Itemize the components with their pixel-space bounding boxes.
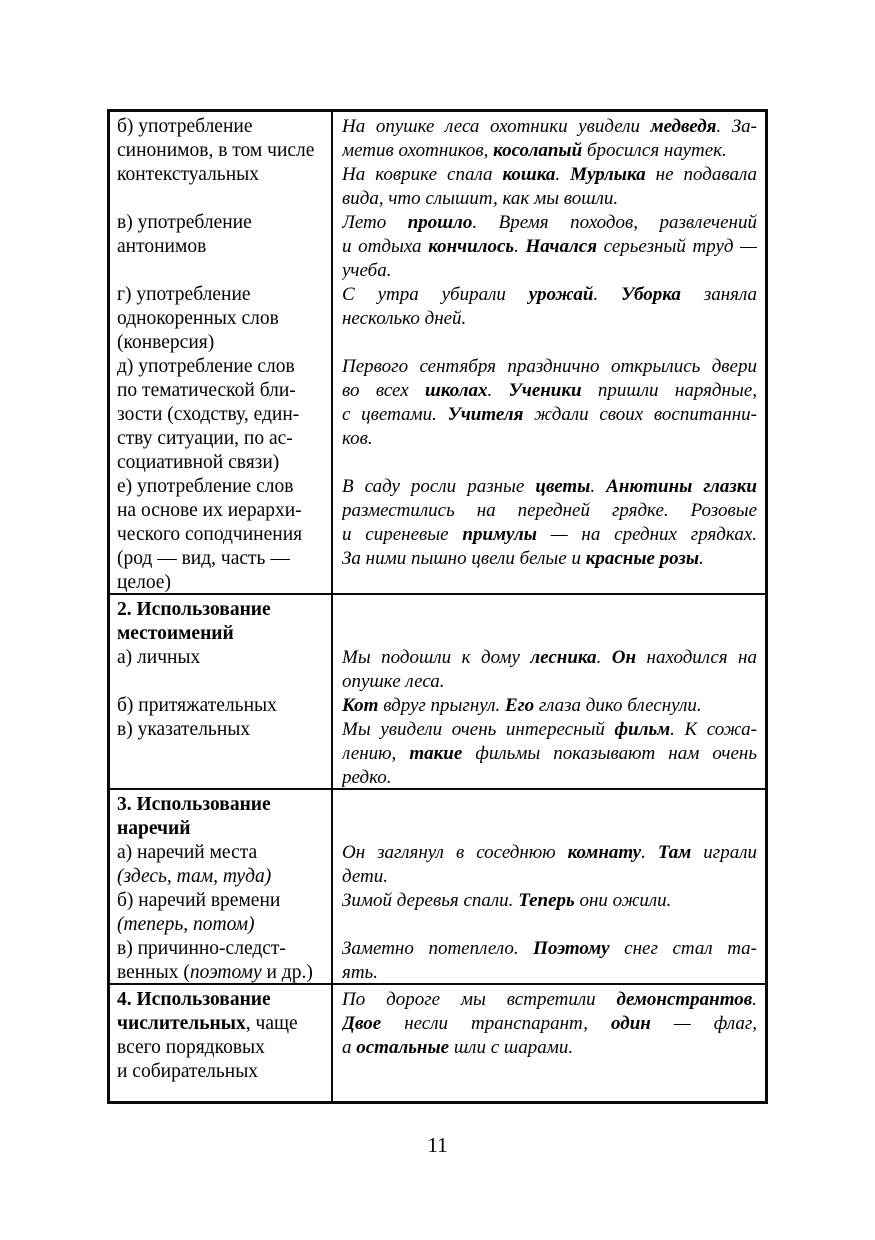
text-line [117,403,327,427]
text-line [117,235,327,259]
text-line [342,523,757,547]
text-run: Мы подошли к дому [342,647,531,668]
text-run: . [752,989,757,1010]
text-run: 4. Использование [117,989,271,1010]
text-run: социативной связи) [117,452,280,473]
text-line [117,961,327,983]
text-line [342,865,757,889]
text-run: На коврике спала [342,164,503,185]
text-run: серьезный труд — [597,236,757,257]
text-run: фильм [614,719,671,740]
table-row-4 [110,983,765,1101]
text-run: контекстуальных [117,164,259,185]
text-run: дети. [342,866,388,887]
text-run: — на средних грядках. [536,524,757,545]
text-run: . [555,164,571,185]
text-run: Анютины глазки [606,476,757,497]
text-run: прошло [407,212,473,233]
text-run: медведя [650,116,717,137]
text-line [342,646,757,670]
text-line [342,427,757,451]
text-run: цветы [535,476,591,497]
text-run: синонимов, в том числе [117,140,315,161]
text-run: числительных [117,1013,246,1034]
text-run: учеба. [342,260,392,281]
text-run: снег стал та- [609,938,757,959]
text-run: заняла [680,284,757,305]
text-run: демонстрантов [616,989,753,1010]
text-line [117,988,327,1012]
text-line [117,913,327,937]
text-run: играли [691,842,757,863]
examples-cell [333,112,765,593]
text-line [117,355,327,379]
text-line [117,283,327,307]
text-line [342,331,757,355]
text-run: и собирательных [117,1061,259,1082]
text-run: е) употребление слов [117,476,294,497]
text-run: метив охотников, [342,140,494,161]
text-run: Первого сентября празднично открылись двери [342,356,757,377]
text-line [342,961,757,983]
text-run: кошка [502,164,556,185]
text-run: и др.) [261,962,313,983]
text-run: ков. [342,428,373,449]
text-run: Двое [342,1013,382,1034]
text-run: . Время походов, развлечений [472,212,757,233]
text-line [342,115,757,139]
text-run: разместились на передней грядке. Розовые [342,500,757,521]
text-run: косолапый [493,140,583,161]
text-line [117,187,327,211]
text-run: , чаще [245,1013,298,1034]
text-line [342,139,757,163]
text-run: а) наречий места [117,842,258,863]
text-run: шли с шарами. [449,1037,574,1058]
examples-cell [333,790,765,983]
grammar-table [107,109,768,1104]
text-run: б) притяжательных [117,695,277,716]
text-run: . [593,284,622,305]
text-line [342,499,757,523]
text-line [117,865,327,889]
text-run: зости (сходству, един- [117,404,300,425]
text-run: (род — вид, часть — [117,548,290,569]
text-run: В саду росли разные [342,476,536,497]
text-run: . За- [716,116,757,137]
text-run: глаза дико блеснули. [534,695,702,716]
text-line [342,988,757,1012]
text-line [342,793,757,817]
text-run: кончилось [428,236,515,257]
text-run: б) употребление [117,116,253,137]
text-run: Мы увидели очень интересный [342,719,615,740]
text-line [342,817,757,841]
text-run: . [596,647,612,668]
text-line [342,403,757,427]
examples-cell [333,985,765,1101]
text-run: в) указательных [117,719,251,740]
text-line [117,139,327,163]
text-run: г) употребление [117,284,251,305]
text-run: комнату [567,842,642,863]
text-run: и сиреневые [342,524,463,545]
text-line [342,211,757,235]
text-run: 2. Использование [117,599,271,620]
text-run: редко. [342,767,392,788]
text-run: лению, [342,743,410,764]
text-run: не подавала [645,164,757,185]
text-line [342,742,757,766]
text-run: Уборка [621,284,681,305]
text-run: ству ситуации, по ас- [117,428,293,449]
text-run: один [611,1013,651,1034]
text-line [117,307,327,331]
text-run: местоимений [117,623,234,644]
text-line [117,451,327,475]
text-run: Начался [525,236,597,257]
table-row-1 [110,112,765,593]
table-row-3 [110,788,765,983]
text-run: (здесь, там, туда) [117,866,272,887]
text-line [342,718,757,742]
text-run: а [342,1037,357,1058]
text-run: остальные [356,1037,450,1058]
table-row-2 [110,593,765,788]
text-line [342,694,757,718]
text-line [342,355,757,379]
text-run: 3. Использование [117,794,271,815]
text-run: Мурлыка [570,164,646,185]
text-line [342,451,757,475]
text-line [342,379,757,403]
text-run: Заметно потеплело. [342,938,534,959]
category-cell [110,985,333,1101]
text-line [117,427,327,451]
text-line [117,622,327,646]
text-line [117,331,327,355]
text-line [117,889,327,913]
text-run: Он [611,647,637,668]
text-line [117,793,327,817]
text-run: — флаг, [650,1013,757,1034]
text-run: красные розы [585,548,700,569]
text-run: Лето [342,212,408,233]
text-line [117,694,327,718]
text-run: целое) [117,572,171,593]
text-run: поэтому [189,962,262,983]
text-line [342,670,757,694]
text-line [117,841,327,865]
text-line [342,889,757,913]
text-run: пришли нарядные, [581,380,757,401]
text-line [117,1012,327,1036]
text-line [117,937,327,961]
text-run: (теперь, потом) [117,914,255,935]
text-line [117,499,327,523]
text-run: наречий [117,818,191,839]
text-run: Поэтому [533,938,610,959]
text-line [117,379,327,403]
text-run: Теперь [518,890,575,911]
text-run: опушке леса. [342,671,445,692]
text-run: по тематической бли- [117,380,296,401]
text-line [117,211,327,235]
text-run: . [699,548,704,569]
text-run: во всех [342,380,425,401]
text-line [342,283,757,307]
text-run: С утра убирали [342,284,529,305]
text-line [117,718,327,742]
text-run: несли транспарант, [381,1013,612,1034]
text-run: б) наречий времени [117,890,281,911]
text-run: За ними пышно цвели белые и [342,548,586,569]
category-cell [110,790,333,983]
text-run: (конверсия) [117,332,215,353]
text-line [342,475,757,499]
text-line [117,475,327,499]
page-number: 11 [427,1133,448,1157]
text-run: находился на [636,647,757,668]
text-run: однокоренных слов [117,308,279,329]
text-line [117,1060,327,1084]
text-run: Учителя [447,404,524,425]
text-run: фильмы показывают нам очень [462,743,757,764]
text-run: урожай [528,284,594,305]
text-run: вида, что слышит, как мы вошли. [342,188,619,209]
text-run: . [641,842,658,863]
text-line [117,646,327,670]
text-run: . [514,236,526,257]
text-run: По дороге мы встретили [342,989,617,1010]
text-run: . [487,380,509,401]
text-run: бросился наутек. [582,140,727,161]
text-run: они ожили. [574,890,672,911]
text-run: На опушке леса охотники увидели [342,116,651,137]
text-line [117,115,327,139]
text-line [117,670,327,694]
text-run: Там [657,842,692,863]
text-run: в) причинно-следст- [117,938,286,959]
text-line [117,598,327,622]
text-line [117,817,327,841]
text-run: Ученики [508,380,582,401]
category-cell [110,595,333,788]
text-run: Он заглянул в соседнюю [342,842,568,863]
text-line [342,187,757,211]
text-run: с цветами. [342,404,448,425]
text-line [342,1012,757,1036]
text-run: Зимой деревья спали. [342,890,519,911]
text-line [117,259,327,283]
text-run: школах [425,380,488,401]
text-line [342,937,757,961]
text-run: Кот [342,695,379,716]
text-run: ческого соподчинения [117,524,303,545]
text-line [342,913,757,937]
text-line [342,766,757,788]
text-run: вдруг прыгнул. [378,695,505,716]
text-line [117,523,327,547]
text-run: Его [504,695,535,716]
text-run: всего порядковых [117,1037,265,1058]
text-run: такие [409,743,463,764]
text-line [342,163,757,187]
text-line [342,622,757,646]
text-run: на основе их иерархи- [117,500,302,521]
text-line [342,598,757,622]
text-line [117,163,327,187]
text-run: а) личных [117,647,201,668]
text-line [117,547,327,571]
text-run: несколько дней. [342,308,467,329]
text-run: антонимов [117,236,207,257]
text-run: д) употребление слов [117,356,295,377]
text-run: в) употребление [117,212,252,233]
text-run: ять. [342,962,378,983]
text-run: . [590,476,607,497]
category-cell [110,112,333,593]
text-run: ждали своих воспитанни- [523,404,757,425]
text-run: и отдыха [342,236,429,257]
text-line [342,307,757,331]
text-line [117,571,327,593]
text-line [342,841,757,865]
text-line [342,259,757,283]
text-run: . К сожа- [670,719,757,740]
text-run: лесника [530,647,597,668]
text-line [342,547,757,571]
text-line [342,235,757,259]
text-run: примулы [462,524,537,545]
text-line [117,1036,327,1060]
examples-cell [333,595,765,788]
text-line [342,1036,757,1060]
text-run: венных ( [117,962,190,983]
